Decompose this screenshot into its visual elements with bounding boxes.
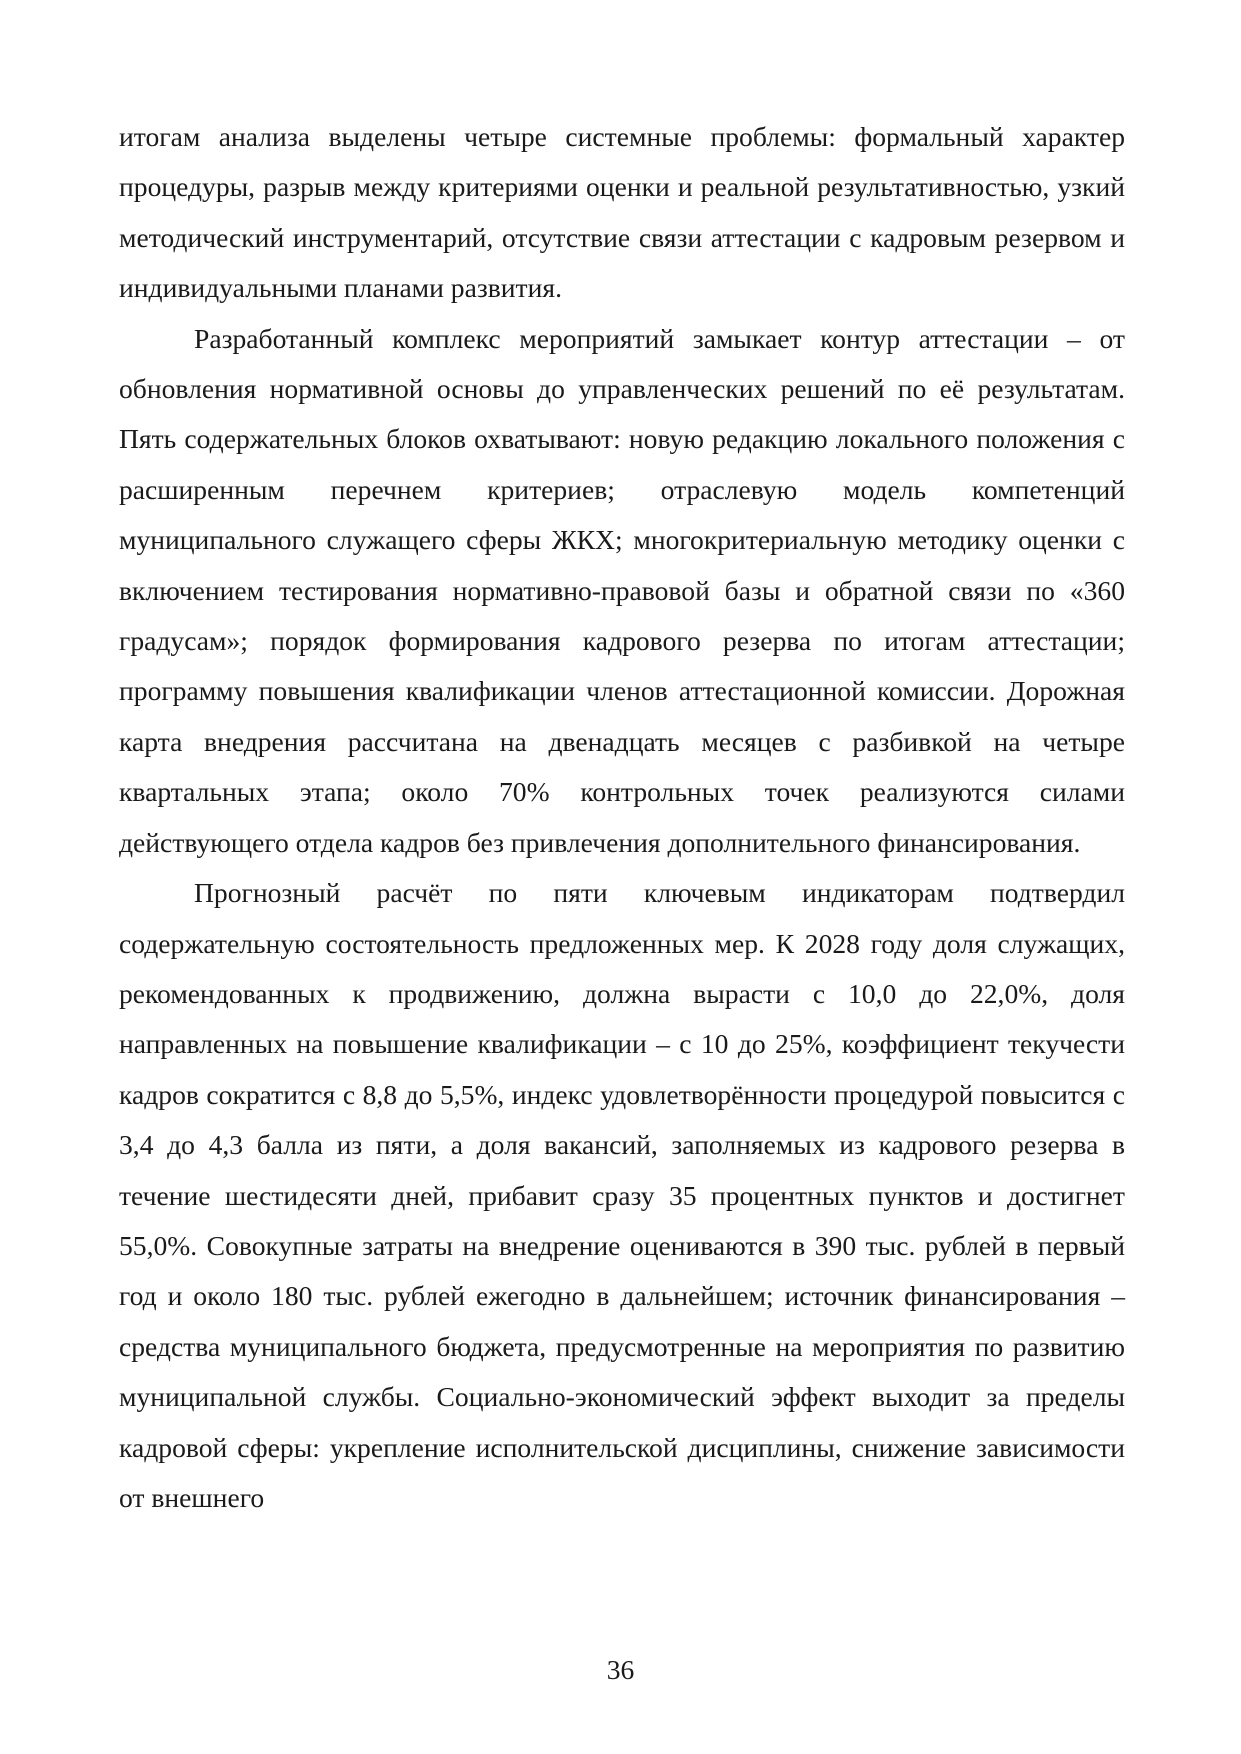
paragraph-measures: Разработанный комплекс мероприятий замыкает контур аттестации – от обновления нормативной основы до управленческих решений по её результатам. Пять содержательных блоков охватывают: новую редакцию локального положения с расширенным перечнем критериев; отраслевую модель компетенций муниципального служащего сферы ЖКХ; многокритериальную методику оценки с включением тестирования нормативно-правовой базы и обратной связи по «360 градусам»; порядок формирования кадрового резерва по итогам аттестации; программу повышения квалификации членов аттестационной комиссии. Дорожная карта внедрения рассчитана на двенадцать месяцев с разбивкой на четыре квартальных этапа; около 70% контрольных точек реализуются силами действующего отдела кадров без привлечения дополнительного финансирования. (119, 322, 1125, 858)
body-text (119, 112, 1125, 1523)
page-number: 36 (606, 1654, 635, 1685)
paragraph-forecast: Прогнозный расчёт по пяти ключевым индикаторам подтвердил содержательную состоятельность предложенных мер. К 2028 году доля служащих, рекомендованных к продвижению, должна вырасти с 10,0 до 22,0%, доля направленных на повышение квалификации – с 10 до 25%, коэффициент текучести кадров сократится с 8,8 до 5,5%, индекс удовлетворённости процедурой повысится с 3,4 до 4,3 балла из пяти, а доля вакансий, заполняемых из кадрового резерва в течение шестидесяти дней, прибавит сразу 35 процентных пунктов и достигнет 55,0%. Совокупные затраты на внедрение оцениваются в 390 тыс. рублей в первый год и около 180 тыс. рублей ежегодно в дальнейшем; источник финансирования – средства муниципального бюджета, предусмотренные на мероприятия по развитию муниципальной службы. Социально-экономический эффект выходит за пределы кадровой сферы: укрепление исполнительской дисциплины, снижение зависимости от внешнего (119, 877, 1125, 1513)
paragraph-continuation: итогам анализа выделены четыре системные проблемы: формальный характер процедуры, разрыв между критериями оценки и реальной результативностью, узкий методический инструментарий, отсутствие связи аттестации с кадровым резервом и индивидуальными планами развития. (119, 121, 1125, 304)
